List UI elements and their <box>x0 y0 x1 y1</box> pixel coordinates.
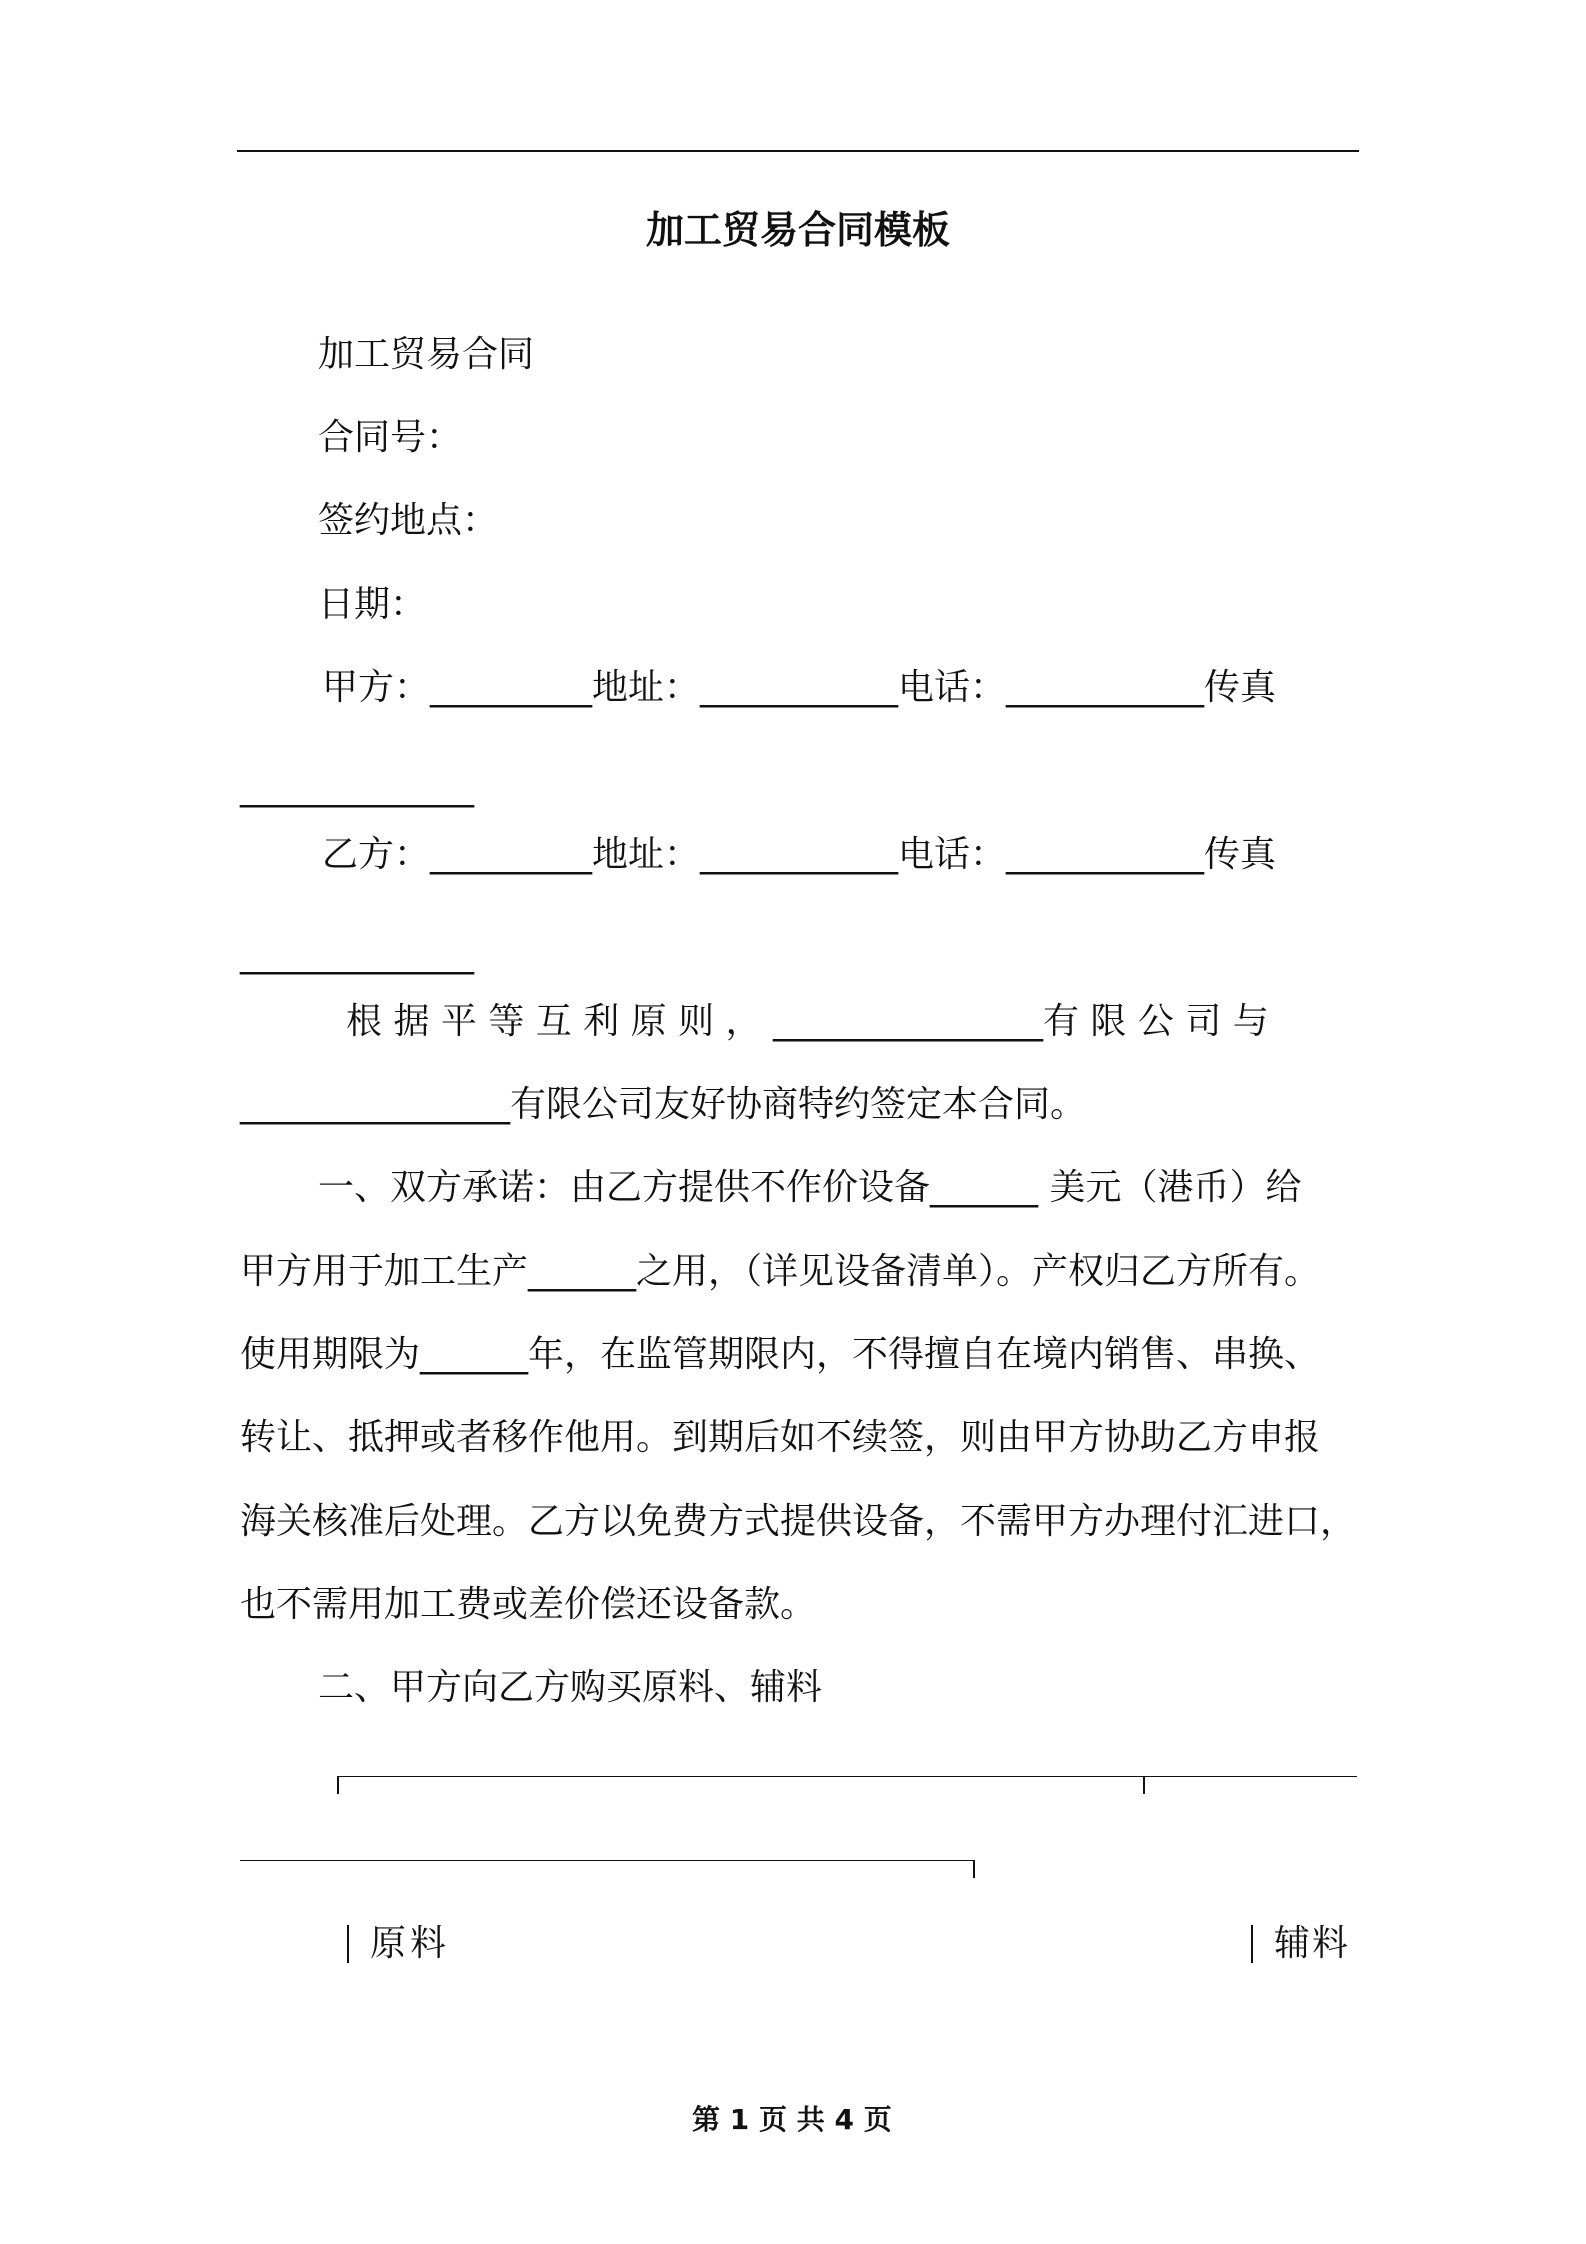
party-a-line: 甲方：_________地址：___________电话：___________传真 <box>322 667 1277 708</box>
table-corner-left <box>337 1776 339 1794</box>
page-footer: 第 1 页 共 4 页 <box>692 2103 892 2136</box>
table-second-rule <box>240 1860 974 1861</box>
party-b-fax-blank: _____________ <box>240 934 474 975</box>
clause-1-line-2: 甲方用于加工生产______之用，（详见设备清单）。产权归乙方所有。 <box>240 1251 1321 1292</box>
table-col1-border <box>347 1925 349 1963</box>
table-col-raw-materials: 原料 <box>370 1923 451 1964</box>
clause-1-line-3: 使用期限为______年，在监管期限内，不得擅自在境内销售、串换、 <box>240 1334 1321 1375</box>
contract-heading: 加工贸易合同 <box>318 334 535 375</box>
clause-1-line-5: 海关核准后处理。乙方以免费方式提供设备，不需甲方办理付汇进口， <box>240 1501 1357 1542</box>
clause-1-line-4: 转让、抵押或者移作他用。到期后如不续签，则由甲方协助乙方申报 <box>240 1417 1321 1458</box>
table-top-rule <box>337 1776 1357 1777</box>
contract-number-label: 合同号： <box>318 417 463 458</box>
table-corner-right <box>973 1860 975 1878</box>
clause-1-line-6: 也不需用加工费或差价偿还设备款。 <box>240 1584 817 1625</box>
table-col-auxiliary-materials: 辅料 <box>1274 1923 1351 1964</box>
clause-1-line-1: 一、双方承诺：由乙方提供不作价设备______ 美元（港币）给 <box>318 1167 1302 1208</box>
preamble-line-1: 根 据 平 等 互 利 原 则 ， _______________有 限 公 司 与 <box>346 1001 1269 1042</box>
party-a-fax-blank: _____________ <box>240 767 474 808</box>
clause-2-heading: 二、甲方向乙方购买原料、辅料 <box>318 1667 823 1708</box>
date-label: 日期： <box>318 584 427 625</box>
document-title: 加工贸易合同模板 <box>646 208 951 252</box>
header-rule <box>237 150 1359 152</box>
party-b-line: 乙方：_________地址：___________电话：___________传真 <box>322 834 1277 875</box>
signing-place-label: 签约地点： <box>318 500 499 541</box>
table-col2-border <box>1251 1925 1253 1963</box>
preamble-line-2: _______________有限公司友好协商特约签定本合同。 <box>240 1084 1087 1125</box>
table-divider-tick <box>1143 1776 1145 1794</box>
